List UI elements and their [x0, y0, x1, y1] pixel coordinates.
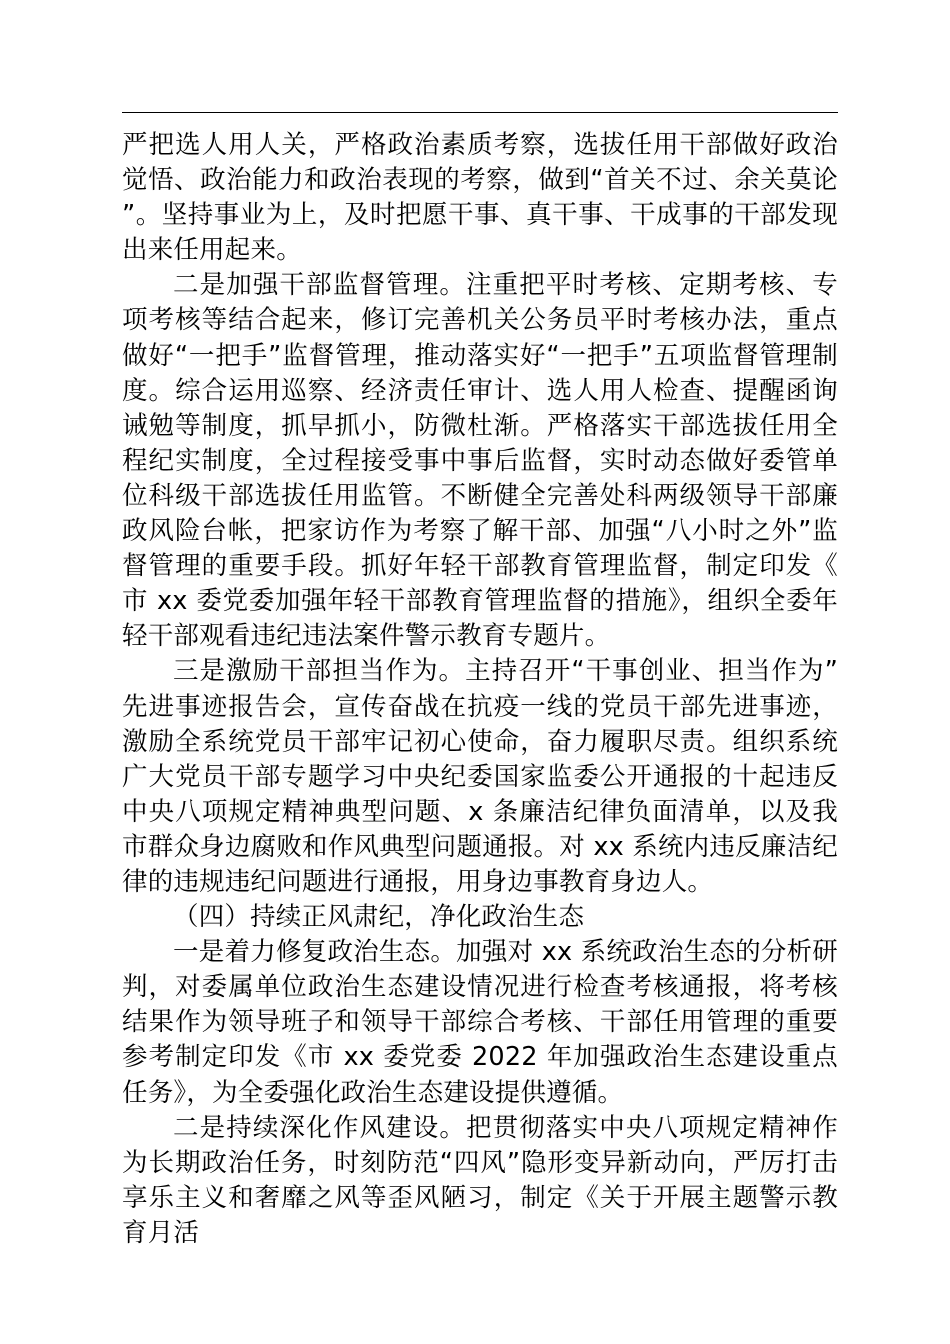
paragraph-2: 二是加强干部监督管理。注重把平时考核、定期考核、专项考核等结合起来，修订完善机关公务员平时考核办法，重点做好“一把手”监督管理，推动落实好“一把手”五项监督管理制度。综合运用巡察、经济责任审计、选人用人检查、提醒函询诫勉等制度，抓早抓小，防微杜渐。严格落实干部选拔任用全程纪实制度，全过程接受事中事后监督，实时动态做好委管单位科级干部选拔任用监管。不断健全完善处科两级领导干部廉政风险台帐，把家访作为考察了解干部、加强“八小时之外”监督管理的重要手段。抓好年轻干部教育管理监督，制定印发《市 xx 委党委加强年轻干部教育管理监督的措施》，组织全委年轻干部观看违纪违法案件警示教育专题片。 [122, 270, 838, 652]
paragraph-4: 一是着力修复政治生态。加强对 xx 系统政治生态的分析研判，对委属单位政治生态建设情况进行检查考核通报，将考核结果作为领导班子和领导干部综合考核、干部任用管理的重要参考制定印发《市 xx 委党委 2022 年加强政治生态建设重点任务》，为全委强化政治生态建设提供遵循。 [122, 937, 838, 1108]
section-heading: （四）持续正风肃纪，净化政治生态 [173, 902, 585, 933]
paragraph-1: 严把选人用人关，严格政治素质考察，选拔任用干部做好政治觉悟、政治能力和政治表现的考察，做到“首关不过、余关莫论”。坚持事业为上，及时把愿干事、真干事、干成事的干部发现出来任用起来。 [122, 130, 838, 266]
header-rule [122, 112, 838, 113]
paragraph-5: 二是持续深化作风建设。把贯彻落实中央八项规定精神作为长期政治任务，时刻防范“四风”隐形变异新动向，严厉打击享乐主义和奢靡之风等歪风陋习，制定《关于开展主题警示教育月活 [122, 1112, 838, 1248]
paragraph-3: 三是激励干部担当作为。主持召开“干事创业、担当作为”先进事迹报告会，宣传奋战在抗疫一线的党员干部先进事迹，激励全系统党员干部牢记初心使命，奋力履职尽责。组织系统广大党员干部专题学习中央纪委国家监委公开通报的十起违反中央八项规定精神典型问题、x 条廉洁纪律负面清单，以及我市群众身边腐败和作风典型问题通报。对 xx 系统内违反廉洁纪律的违规违纪问题进行通报，用身边事教育身边人。 [122, 656, 838, 897]
document-body [122, 128, 838, 1251]
